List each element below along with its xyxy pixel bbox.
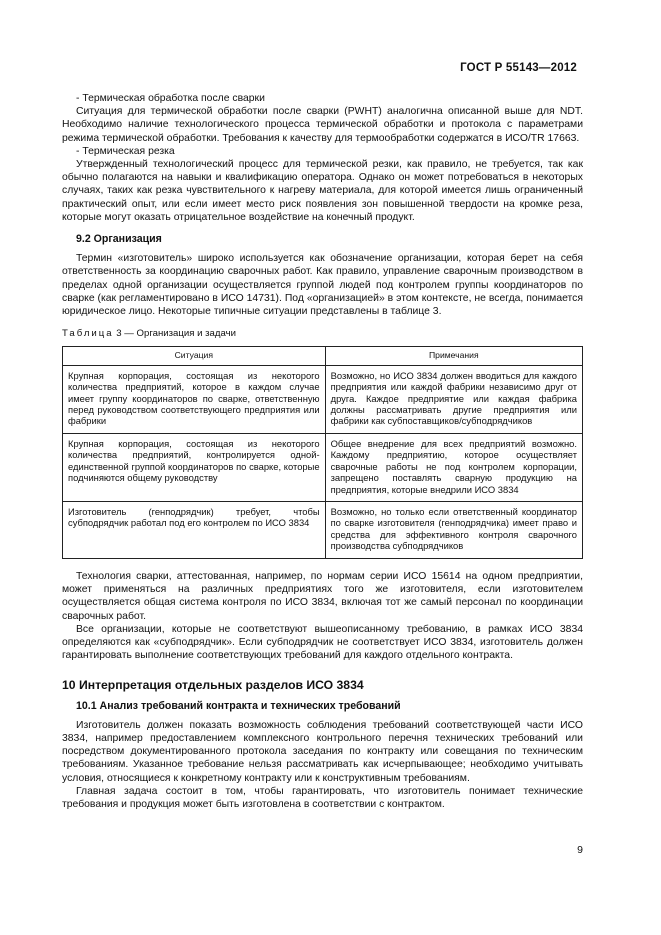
organization-table	[62, 346, 583, 558]
paragraph: Изготовитель должен показать возможность соблюдения требований соответствующей части ИСО 3834, например предоставлением комплексного контрольного перечня технических требований или посредством документированного протокола заседания по контракту или совещания по техническим требованиям. Указанное требование нельзя рассматривать как исчерпывающее; необходимо учитывать условия, относящиеся к конкретному контракту или к конструктивным требованиям.	[62, 719, 583, 784]
table-cell-situation: Крупная корпорация, состоящая из некоторого количества предприятий, которое в каждом случае имеет группу координаторов по сварке, ответственную перед руководством соответствующего предприятия или фабрики	[63, 365, 326, 433]
paragraph: Технология сварки, аттестованная, например, по нормам серии ИСО 15614 на одном предприятии, может применяться на различных предприятиях того же изготовителя, если изготовителем осуществляется общая система контроля по ИСО 3834, включая тот же самый персонал по координации сварочных работ.	[62, 570, 583, 622]
table-cell-situation: Крупная корпорация, состоящая из некоторого количества предприятий, контролируется одной-единственной группой координаторов по сварке, которые подчиняются общему руководству	[63, 433, 326, 501]
section-heading-10: 10 Интерпретация отдельных разделов ИСО 3834	[62, 678, 364, 693]
paragraph: Все организации, которые не соответствуют вышеописанному требованию, в рамках ИСО 3834 определяются как «субподрядчик». Если субподрядчик не соответствует ИСО 3834, изготовитель должен гарантировать выполнение соответствующих требований для каждого отдельного контракта.	[62, 623, 583, 662]
table-header-row	[63, 347, 583, 365]
table-cell-note: Общее внедрение для всех предприятий возможно. Каждому предприятию, которое осуществляет сварочные работы не под контролем корпорации, запрещено поставлять сварную продукцию на предприятия, которые внедрили ИСО 3834	[325, 433, 582, 501]
paragraph: - Термическая резка	[76, 145, 175, 157]
table-cell-note: Возможно, но только если ответственный координатор по сварке изготовителя (генподрядчика) имеет право и средства для эффективного контроля сварочного производства субподрядчиков	[325, 501, 582, 558]
table-caption	[62, 327, 583, 340]
document-code: ГОСТ Р 55143—2012	[460, 62, 577, 74]
paragraph: Ситуация для термической обработки после сварки (PWHT) аналогична описанной выше для NDT. Необходимо наличие технологического процесса термической обработки и протокола с параметрами режима термической обработки. Требования к качеству для термообработки содержатся в ИСО/TR 17663.	[62, 106, 583, 144]
section-heading-10-1: 10.1 Анализ требований контракта и технических требований	[76, 699, 401, 712]
page-number: 9	[577, 844, 583, 856]
paragraph: Утвержденный технологический процесс для термической резки, как правило, не требуется, так как обычно полагаются на навыки и квалификацию оператора. Однако он может потребоваться в некоторых случаях, таких как резка чувствительного к нагреву материала, для которой имеется лишь ограниченный практический опыт, или если имеет место риск появления зон повышенной твердости на кромке реза, которые могут оказать отрицательное воздействие на конечный продукт.	[62, 159, 583, 223]
paragraph: Термин «изготовитель» широко используется как обозначение организации, которая берет на себя ответственность за координацию сварочных работ. Как правило, управление сварочным производством в пределах одной организации осуществляется группой людей под контролем группы координаторов по сварке (как регламентировано в ИСО 14731). Под «организацией» в этом контексте, не всегда, понимается юридическое лицо. Некоторые типичные ситуации представлены в таблице 3.	[62, 253, 583, 318]
paragraph: - Термическая обработка после сварки	[76, 93, 265, 104]
table-header-situation: Ситуация	[63, 347, 326, 365]
table-row	[63, 501, 583, 558]
table-row	[63, 433, 583, 501]
section-heading-9-2: 9.2 Организация	[76, 233, 162, 246]
paragraph: Главная задача состоит в том, чтобы гарантировать, что изготовитель понимает технические требования и продукция может быть изготовлена в соответствии с контрактом.	[62, 785, 583, 810]
table-cell-note: Возможно, но ИСО 3834 должен вводиться для каждого предприятия или каждой фабрики независимо друг от друга. Каждое предприятие или каждая фабрика должны рассматривать другие предприятия или фабрики как субпоставщиков/субподрядчиков	[325, 365, 582, 433]
page-content	[62, 92, 583, 811]
table-caption-label: Таблица	[62, 328, 114, 340]
table-header-notes: Примечания	[325, 347, 582, 365]
table-row	[63, 365, 583, 433]
table-caption-text: 3 — Организация и задачи	[116, 328, 236, 340]
table-cell-situation: Изготовитель (генподрядчик) требует, чтобы субподрядчик работал под его контролем по ИСО 3834	[63, 501, 326, 558]
